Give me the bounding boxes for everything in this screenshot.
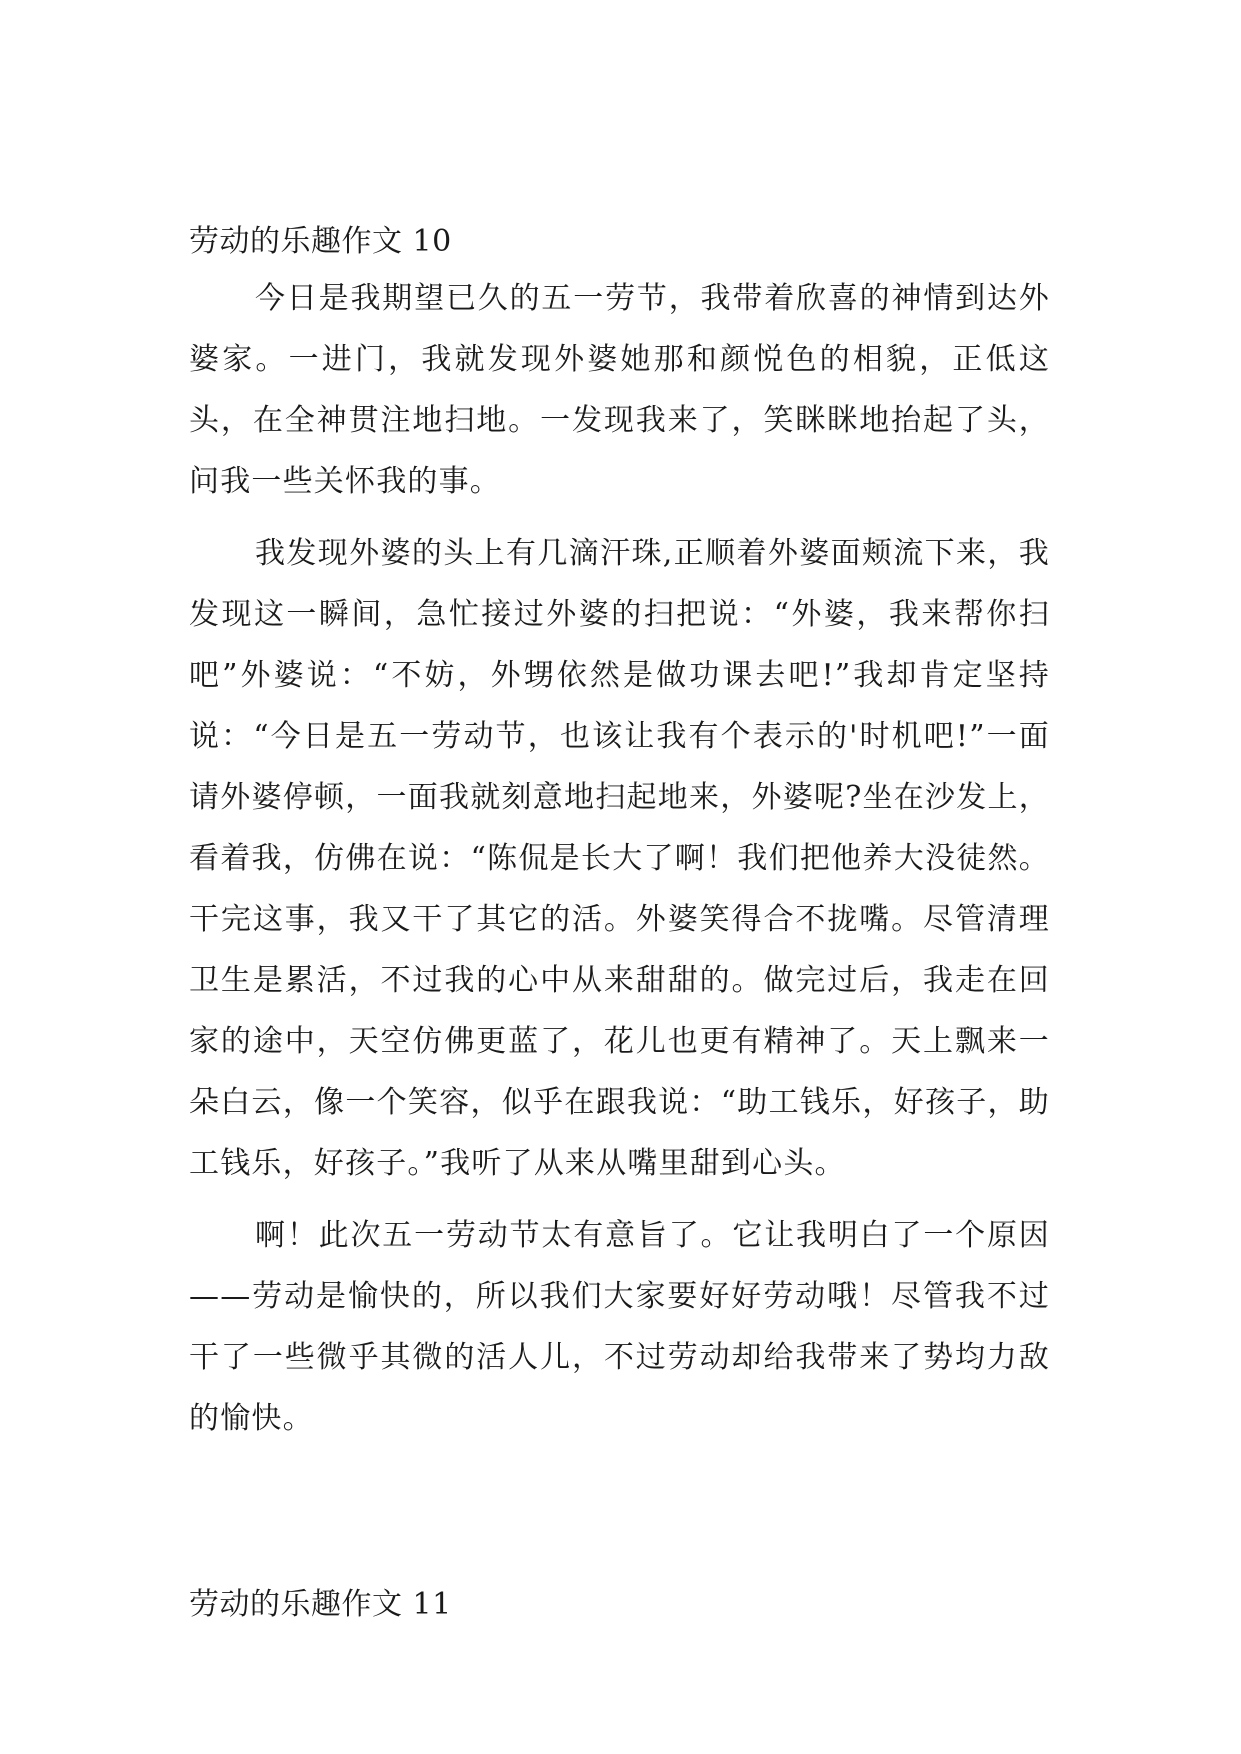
essay-title-11: 劳动的乐趣作文 11 <box>189 1587 452 1622</box>
essay-title-10: 劳动的乐趣作文 10 <box>189 224 452 259</box>
essay-paragraph: 我发现外婆的头上有几滴汗珠,正顺着外婆面颊流下来，我发现这一瞬间，急忙接过外婆的扫把说：“外婆，我来帮你扫吧”外婆说：“不妨，外甥依然是做功课去吧!”我却肯定坚持说：“今日是五一劳动节，也该让我有个表示的'时机吧!”一面请外婆停顿，一面我就刻意地扫起地来，外婆呢?坐在沙发上，看着我，仿佛在说：“陈侃是长大了啊！我们把他养大没徒然。干完这事，我又干了其它的活。外婆笑得合不拢嘴。尽管清理卫生是累活，不过我的心中从来甜甜的。做完过后，我走在回家的途中，天空仿佛更蓝了，花儿也更有精神了。天上飘来一朵白云，像一个笑容，似乎在跟我说：“助工钱乐，好孩子，助工钱乐，好孩子。”我听了从来从嘴里甜到心头。 <box>189 536 1050 1181</box>
essay-paragraph: 啊！此次五一劳动节太有意旨了。它让我明白了一个原因——劳动是愉快的，所以我们大家要好好劳动哦！尽管我不过干了一些微乎其微的活人儿，不过劳动却给我带来了势均力敌的愉快。 <box>189 1218 1050 1436</box>
essay-body-10 <box>189 268 1050 1460</box>
essay-paragraph: 今日是我期望已久的五一劳节，我带着欣喜的神情到达外婆家。一进门，我就发现外婆她那和颜悦色的相貌，正低这头，在全神贯注地扫地。一发现我来了，笑眯眯地抬起了头，问我一些关怀我的事。 <box>189 281 1050 499</box>
